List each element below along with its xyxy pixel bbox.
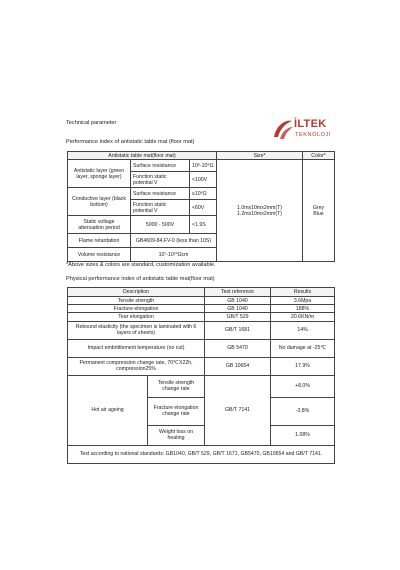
result-cell: 17.9%: [271, 357, 335, 375]
result-cell: 14%: [271, 321, 335, 339]
flame-value: GB4609-84,FV-0 (less than 10S): [131, 234, 217, 248]
hot-air-ageing-label: Hot air ageing: [68, 375, 148, 445]
description-cell: Tear elongation: [68, 313, 205, 321]
description-cell: Weight loss on heating: [148, 425, 205, 445]
table-row: [68, 160, 335, 172]
description-cell: Impact embrittlement temperature (no cut): [68, 339, 205, 357]
static-voltage-range: 5000 - 500V: [131, 216, 190, 234]
description-cell: Rebound elasticity (the specimen is laminated with 6 layers of sheets): [68, 321, 205, 339]
antistatic-performance-table: [67, 151, 335, 262]
results-header: Results: [271, 288, 335, 297]
result-cell: 3.6Mpa: [271, 297, 335, 305]
standards-footer: Test according to national standards: GB1040, GB/T 529, GB/T 1671, GB5470, GB10654 and GB/T 7141.: [68, 445, 335, 463]
table-row: [68, 375, 335, 397]
table-row: [68, 321, 335, 339]
volume-value: 10⁷-10¹⁰Ωcm: [131, 248, 217, 262]
surface-resistance-value: 10⁶-10⁹Ω: [190, 160, 217, 172]
size-cell: [217, 160, 303, 262]
logo-wordmark: İLTEK: [294, 118, 327, 130]
result-cell: -3.8%: [271, 397, 335, 425]
logo-icon: [272, 117, 294, 141]
test-reference-cell: GB 10654: [205, 357, 271, 375]
description-cell: Fracture elongation: [68, 305, 205, 313]
volume-label: Volume resistance: [68, 248, 131, 262]
description-header: Description: [68, 288, 205, 297]
conductive-layer-label: Conductive layer (black bottom): [68, 188, 131, 216]
surface-resistance-label: Surface resistance: [131, 160, 190, 172]
static-potential-label: Function static potential V: [131, 200, 190, 216]
static-potential-value: <60V: [190, 200, 217, 216]
test-reference-cell: GB 1040: [205, 305, 271, 313]
description-cell: Permanent compression change rate, 70℃X22h, compression25%: [68, 357, 205, 375]
surface-resistance-label: Surface resistance: [131, 188, 190, 200]
result-cell: 188%: [271, 305, 335, 313]
logo: [272, 116, 340, 146]
table-header-row: [68, 288, 335, 297]
result-cell: 20.6KN/m: [271, 313, 335, 321]
antistatic-layer-label: Antistatic layer (green layer, sponge layer): [68, 160, 131, 188]
test-reference-cell: GB/T 7141: [205, 375, 271, 445]
test-reference-cell: GB 5470: [205, 339, 271, 357]
description-cell: Fracture elongation change rate: [148, 397, 205, 425]
table-header-row: [68, 152, 335, 160]
test-reference-header: Test reference: [205, 288, 271, 297]
color-header: Color*: [303, 152, 335, 160]
color-value: Grey: [312, 204, 325, 211]
page-title: Technical parameter: [66, 120, 117, 126]
result-cell: No damage at -25℃: [271, 339, 335, 357]
product-header: Antistatic table mat(floor mat): [68, 152, 217, 160]
logo-subtitle: TEKNOLOJİ: [295, 132, 331, 138]
size-value: 1.0mx10mx2mm(T): [237, 204, 282, 211]
size-value: 1.2mx10mx2mm(T): [237, 210, 282, 217]
test-reference-cell: GB/T 1681: [205, 321, 271, 339]
section1-title: Performance index of antistatic table mat (floor mat): [66, 139, 195, 145]
table-row: [68, 305, 335, 313]
result-cell: +8.0%: [271, 375, 335, 397]
table-row: [68, 313, 335, 321]
surface-resistance-value: ≤10⁶Ω: [190, 188, 217, 200]
section2-title: Physical performance index of antistatic table mat(floor mat): [66, 276, 215, 282]
table-row: [68, 357, 335, 375]
description-cell: Tensile strength change rate: [148, 375, 205, 397]
color-cell: [303, 160, 335, 262]
table-row: [68, 297, 335, 305]
static-voltage-label: Static voltage attenuation period: [68, 216, 131, 234]
physical-performance-table: [67, 287, 335, 464]
result-cell: 1.08%: [271, 425, 335, 445]
test-reference-cell: GB 1040: [205, 297, 271, 305]
size-color-note: *Above sizes & colors are standard, customization available.: [66, 262, 216, 268]
table-row: [68, 339, 335, 357]
flame-label: Flame retardation: [68, 234, 131, 248]
static-voltage-value: <1.9S: [190, 216, 217, 234]
size-header: Size*: [217, 152, 303, 160]
color-value: Blue: [313, 210, 324, 217]
static-potential-value: <100V: [190, 172, 217, 188]
test-reference-cell: GB/T 529: [205, 313, 271, 321]
table-row: [68, 445, 335, 463]
description-cell: Tensile strength: [68, 297, 205, 305]
static-potential-label: Function static potential V: [131, 172, 190, 188]
